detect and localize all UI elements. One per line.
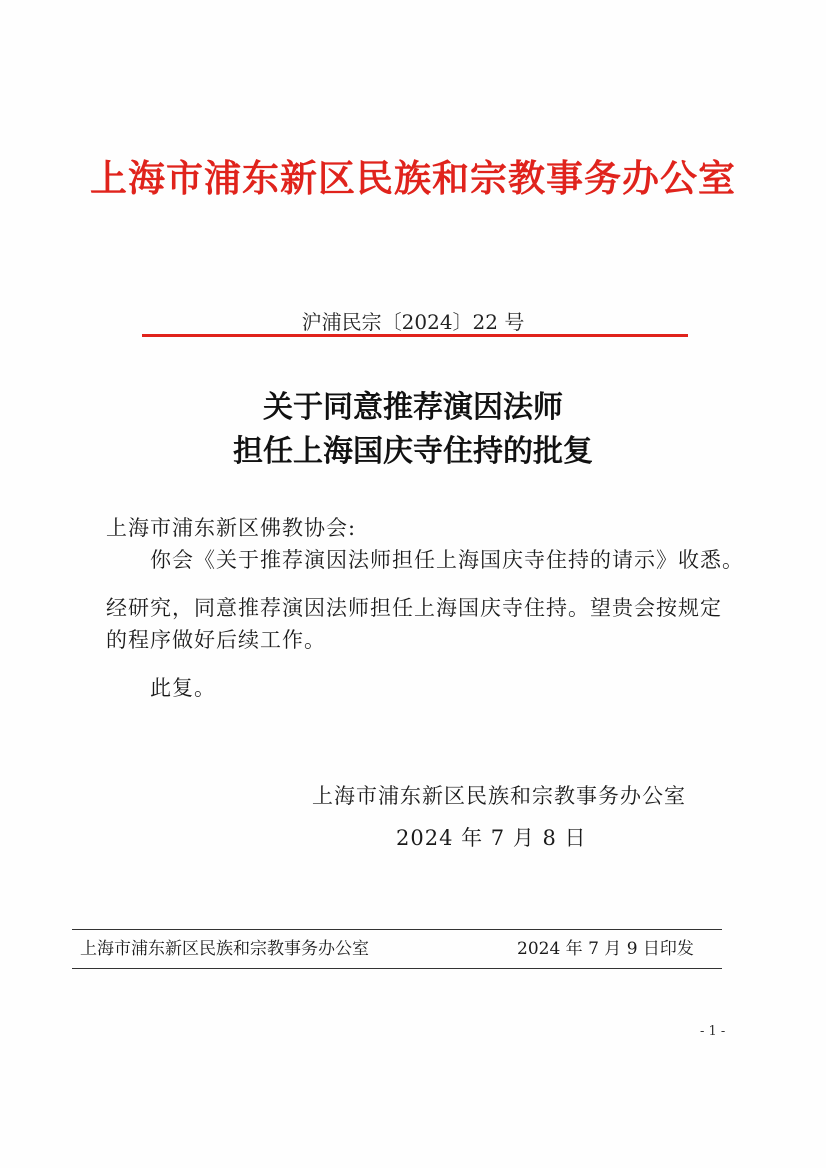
footer-bottom-rule [72,968,722,969]
red-separator-line [142,334,688,337]
issuing-org-header: 上海市浦东新区民族和宗教事务办公室 [90,156,736,200]
document-number: 沪浦民宗〔2024〕22 号 [301,310,525,334]
signature-date: 2024 年 7 月 8 日 [396,826,587,850]
footer-top-rule [72,929,722,930]
document-title-line-1: 关于同意推荐演因法师 [263,390,563,425]
signature-org: 上海市浦东新区民族和宗教事务办公室 [312,784,686,808]
body-paragraph-line-2: 经研究，同意推荐演因法师担任上海国庆寺住持。望贵会按规定 [106,596,722,620]
footer-org: 上海市浦东新区民族和宗教事务办公室 [80,939,369,959]
recipient: 上海市浦东新区佛教协会: [106,516,357,540]
body-paragraph-line-3: 的程序做好后续工作。 [106,628,326,652]
body-paragraph-line-1: 你会《关于推荐演因法师担任上海国庆寺住持的请示》收悉。 [150,548,744,572]
document-title-line-2: 担任上海国庆寺住持的批复 [233,434,593,469]
footer-print-date: 2024 年 7 月 9 日印发 [517,939,694,959]
page-number: - 1 - [700,1024,726,1039]
closing-phrase: 此复。 [150,676,216,700]
